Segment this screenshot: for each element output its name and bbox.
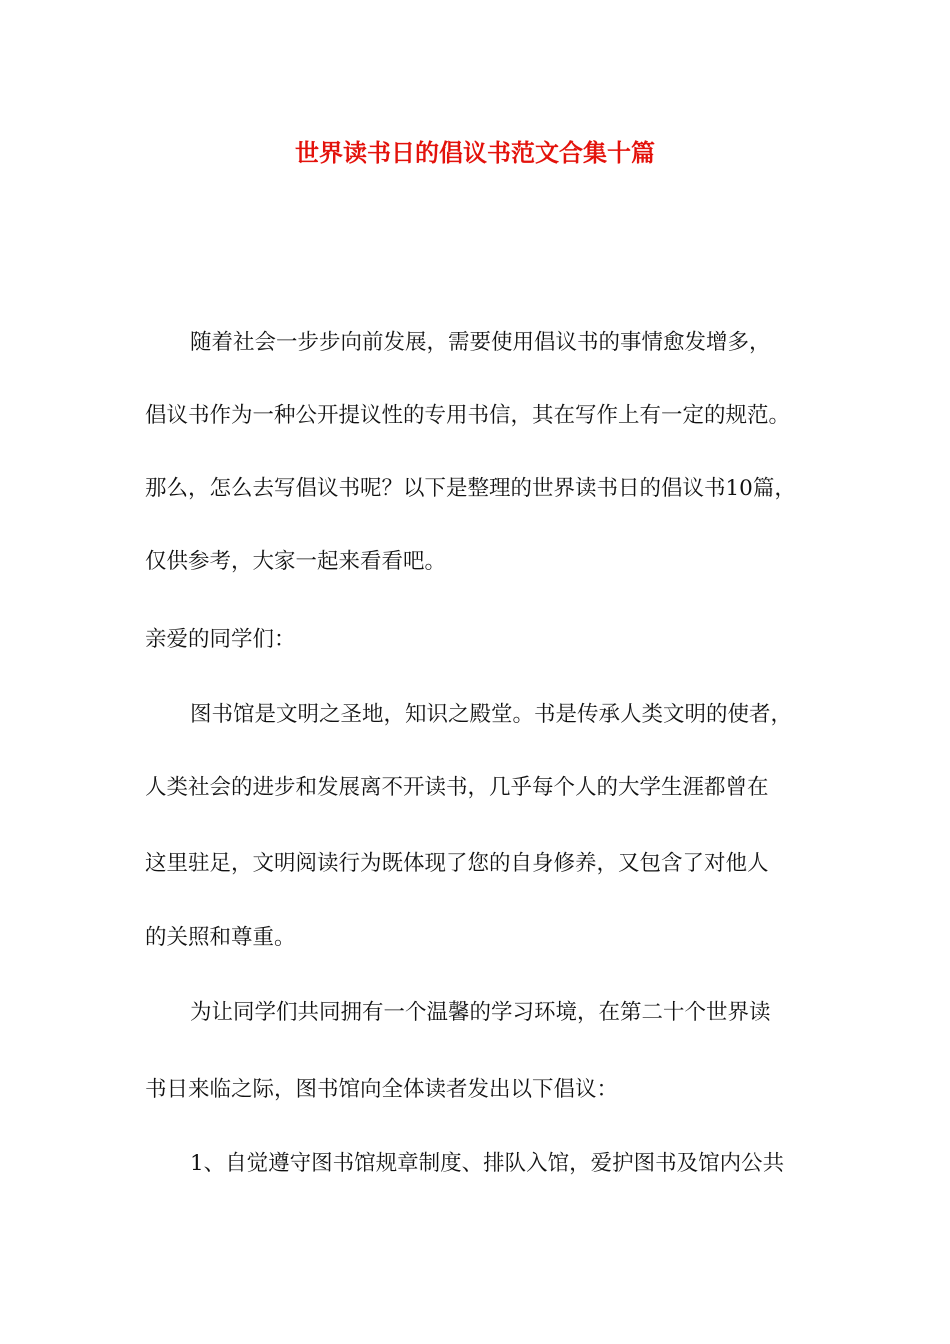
paragraph-line: 人类社会的进步和发展离不开读书，几乎每个人的大学生涯都曾在 xyxy=(145,775,769,800)
paragraph-line: 倡议书作为一种公开提议性的专用书信，其在写作上有一定的规范。 xyxy=(145,403,791,428)
salutation-line: 亲爱的同学们： xyxy=(145,627,296,652)
paragraph-line: 为让同学们共同拥有一个温馨的学习环境，在第二十个世界读 xyxy=(190,1000,771,1025)
paragraph-line: 仅供参考，大家一起来看看吧。 xyxy=(145,549,447,574)
paragraph-line: 随着社会一步步向前发展，需要使用倡议书的事情愈发增多， xyxy=(190,330,771,355)
list-item-line: 1、自觉遵守图书馆规章制度、排队入馆，爱护图书及馆内公共 xyxy=(190,1151,785,1176)
paragraph-line: 这里驻足，文明阅读行为既体现了您的自身修养，又包含了对他人 xyxy=(145,851,769,876)
paragraph-line: 图书馆是文明之圣地，知识之殿堂。书是传承人类文明的使者， xyxy=(190,702,793,727)
paragraph-line: 那么，怎么去写倡议书呢？以下是整理的世界读书日的倡议书10篇， xyxy=(145,476,796,501)
document-title: 世界读书日的倡议书范文合集十篇 xyxy=(295,138,655,167)
paragraph-line: 书日来临之际，图书馆向全体读者发出以下倡议： xyxy=(145,1077,619,1102)
paragraph-line: 的关照和尊重。 xyxy=(145,925,296,950)
